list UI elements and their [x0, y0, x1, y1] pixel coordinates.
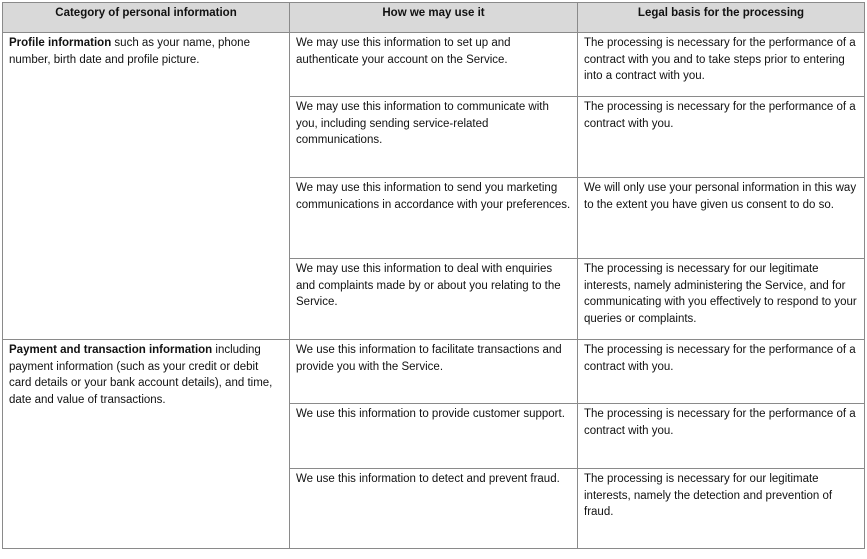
basis-cell: We will only use your personal information in this way to the extent you have given us consent to do so.: [578, 178, 865, 259]
basis-cell: The processing is necessary for the performance of a contract with you.: [578, 404, 865, 469]
header-category: Category of personal information: [3, 3, 290, 33]
basis-cell: The processing is necessary for our legitimate interests, namely the detection and prevention of fraud.: [578, 469, 865, 549]
use-cell: We may use this information to send you marketing communications in accordance with your preferences.: [290, 178, 578, 259]
category-description: including payment information (such as your credit or debit card details or your bank account details), and time, date and value of transactions.: [9, 344, 273, 406]
table-row: [3, 340, 865, 404]
header-use: How we may use it: [290, 3, 578, 33]
basis-cell: The processing is necessary for the performance of a contract with you and to take steps prior to entering into a contract with you.: [578, 33, 865, 97]
category-cell-payment: [3, 340, 290, 549]
category-description: such as your name, phone number, birth date and profile picture.: [9, 37, 250, 66]
header-row: [3, 3, 865, 33]
basis-cell: The processing is necessary for the performance of a contract with you.: [578, 97, 865, 178]
basis-cell: The processing is necessary for our legitimate interests, namely administering the Service, and for communicating with you effectively to respond to your queries or complaints.: [578, 259, 865, 340]
use-cell: We may use this information to set up and authenticate your account on the Service.: [290, 33, 578, 97]
use-cell: We may use this information to deal with enquiries and complaints made by or about you relating to the Service.: [290, 259, 578, 340]
category-title: Payment and transaction information: [9, 344, 213, 356]
use-cell: We may use this information to communicate with you, including sending service-related communications.: [290, 97, 578, 178]
use-cell: We use this information to provide customer support.: [290, 404, 578, 469]
personal-information-table: [2, 2, 865, 549]
category-cell-profile: [3, 33, 290, 340]
use-cell: We use this information to detect and prevent fraud.: [290, 469, 578, 549]
basis-cell: The processing is necessary for the performance of a contract with you.: [578, 340, 865, 404]
header-legal-basis: Legal basis for the processing: [578, 3, 865, 33]
category-title: Profile information: [9, 37, 112, 49]
use-cell: We use this information to facilitate transactions and provide you with the Service.: [290, 340, 578, 404]
table-row: [3, 33, 865, 97]
